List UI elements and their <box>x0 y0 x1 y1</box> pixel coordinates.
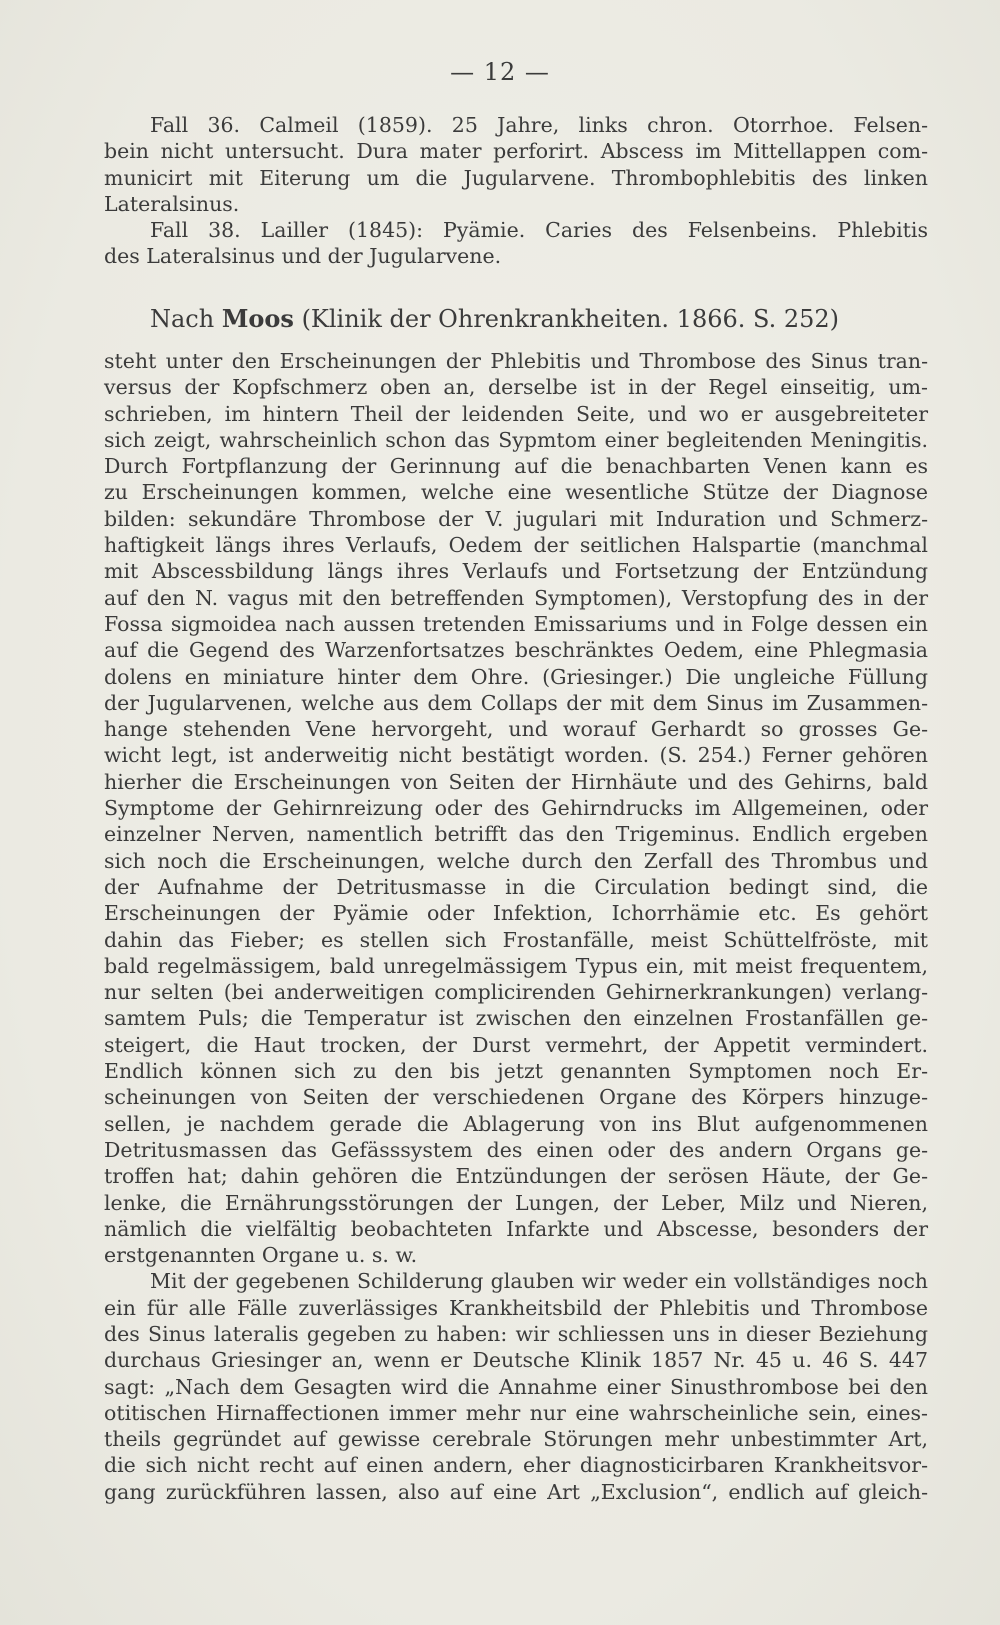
text-line: sellen, je nachdem gerade die Ablagerung von ins Blut aufgenommenen <box>104 1111 928 1136</box>
text-line: versus der Kopfschmerz oben an, derselbe ist in der Regel einseitig, um- <box>104 375 928 400</box>
text-line: auf den N. vagus mit den betreffenden Symptomen), Verstopfung des in der <box>104 585 928 610</box>
text-line: dolens en miniature hinter dem Ohre. (Griesinger.) Die ungleiche Füllung <box>104 664 928 689</box>
text-line: nur selten (bei anderweitigen complicirenden Gehirnerkrankungen) verlang- <box>104 980 928 1005</box>
text-line: Erscheinungen der Pyämie oder Infektion, Ichorrhämie etc. Es gehört <box>104 901 928 926</box>
text-line: theils gegründet auf gewisse cerebrale Störungen mehr unbestimmter Art, <box>104 1427 928 1452</box>
text-line: ein für alle Fälle zuverlässiges Krankheitsbild der Phlebitis und Thrombose <box>104 1295 928 1320</box>
text-line: Fossa sigmoidea nach aussen tretenden Emissariums und in Folge dessen ein <box>104 611 928 636</box>
text-line: schrieben, im hintern Theil der leidenden Seite, und wo er ausgebreiteter <box>104 401 928 426</box>
text-line: Lateralsinus. <box>104 191 240 216</box>
text-line: troffen hat; dahin gehören die Entzündungen der serösen Häute, der Ge- <box>104 1164 928 1189</box>
text-line: Mit der gegebenen Schilderung glauben wir weder ein vollständiges noch <box>150 1269 928 1294</box>
text-line: die sich nicht recht auf einen andern, eher diagnosticirbaren Krankheitsvor- <box>104 1453 928 1478</box>
text-line: erstgenannten Organe u. s. w. <box>104 1243 418 1268</box>
text-line: bein nicht untersucht. Dura mater perforirt. Abscess im Mittellappen com- <box>104 139 928 164</box>
text-line: mit Abscessbildung längs ihres Verlaufs und Fortsetzung der Entzündung <box>104 559 928 584</box>
text-line: municirt mit Eiterung um die Jugularvene. Thrombophlebitis des linken <box>104 165 928 190</box>
text-line: durchaus Griesinger an, wenn er Deutsche Klinik 1857 Nr. 45 u. 46 S. 447 <box>104 1348 928 1373</box>
heading-prefix: Nach <box>150 305 222 333</box>
text-line: dahin das Fieber; es stellen sich Frostanfälle, meist Schüttelfröste, mit <box>104 927 928 952</box>
text-line: Fall 36. Calmeil (1859). 25 Jahre, links chron. Otorrhoe. Felsen- <box>150 113 928 137</box>
heading-author: Moos <box>221 304 294 333</box>
text-line: gang zurückführen lassen, also auf eine Art „Exclusion“, endlich auf gleich- <box>104 1479 928 1504</box>
text-line: Detritusmassen das Gefässsystem des einen oder des andern Organs ge- <box>104 1137 928 1162</box>
text-line: scheinungen von Seiten der verschiedenen Organe des Körpers hinzuge- <box>104 1085 928 1110</box>
text-line: hange stehenden Vene hervorgeht, und worauf Gerhardt so grosses Ge- <box>104 717 928 742</box>
text-line: wicht legt, ist anderweitig nicht bestätigt worden. (S. 254.) Ferner gehören <box>104 743 928 768</box>
text-line: zu Erscheinungen kommen, welche eine wesentliche Stütze der Diagnose <box>104 480 928 505</box>
text-line: otitischen Hirnaffectionen immer mehr nur eine wahrscheinliche sein, eines- <box>104 1400 928 1425</box>
body-text-block <box>104 348 928 1505</box>
page-number: — 12 — <box>450 58 550 86</box>
text-line: lenke, die Ernährungsstörungen der Lungen, der Leber, Milz und Nieren, <box>104 1190 928 1215</box>
text-line: der Aufnahme der Detritusmasse in die Circulation bedingt sind, die <box>104 874 928 899</box>
text-line: bald regelmässigem, bald unregelmässigem Typus ein, mit meist frequentem, <box>104 953 928 978</box>
section-heading <box>150 304 930 333</box>
text-line: des Lateralsinus und der Jugularvene. <box>104 244 502 269</box>
text-line: sich noch die Erscheinungen, welche durch den Zerfall des Thrombus und <box>104 848 928 873</box>
text-line: Symptome der Gehirnreizung oder des Gehirndrucks im Allgemeinen, oder <box>104 796 928 821</box>
text-line: samtem Puls; die Temperatur ist zwischen den einzelnen Frostanfällen ge- <box>104 1006 928 1031</box>
heading-reference: (Klinik der Ohrenkrankheiten. 1866. S. 252) <box>293 305 840 333</box>
text-line: steigert, die Haut trocken, der Durst vermehrt, der Appetit vermindert. <box>104 1032 928 1057</box>
text-line: sagt: „Nach dem Gesagten wird die Annahme einer Sinusthrombose bei den <box>104 1374 928 1399</box>
text-line: bilden: sekundäre Thrombose der V. jugulari mit Induration und Schmerz- <box>104 506 928 531</box>
text-line: steht unter den Erscheinungen der Phlebitis und Thrombose des Sinus tran- <box>104 349 928 373</box>
case-list-block <box>104 112 928 270</box>
text-line: einzelner Nerven, namentlich betrifft das den Trigeminus. Endlich ergeben <box>104 822 928 847</box>
text-line: nämlich die vielfältig beobachteten Infarkte und Abscesse, besonders der <box>104 1216 928 1241</box>
text-line: Fall 38. Lailler (1845): Pyämie. Caries des Felsenbeins. Phlebitis <box>150 218 928 243</box>
text-line: haftigkeit längs ihres Verlaufs, Oedem der seitlichen Halspartie (manchmal <box>104 533 928 558</box>
text-line: auf die Gegend des Warzenfortsatzes beschränktes Oedem, eine Phlegmasia <box>104 638 928 663</box>
text-line: sich zeigt, wahrscheinlich schon das Sypmtom einer begleitenden Meningitis. <box>104 427 928 452</box>
text-line: der Jugularvenen, welche aus dem Collaps der mit dem Sinus im Zusammen- <box>104 690 928 715</box>
text-line: hierher die Erscheinungen von Seiten der Hirnhäute und des Gehirns, bald <box>104 769 928 794</box>
text-line: Durch Fortpflanzung der Gerinnung auf die benachbarten Venen kann es <box>104 454 928 479</box>
text-line: des Sinus lateralis gegeben zu haben: wir schliessen uns in dieser Beziehung <box>104 1321 928 1346</box>
text-line: Endlich können sich zu den bis jetzt genannten Symptomen noch Er- <box>104 1059 928 1084</box>
